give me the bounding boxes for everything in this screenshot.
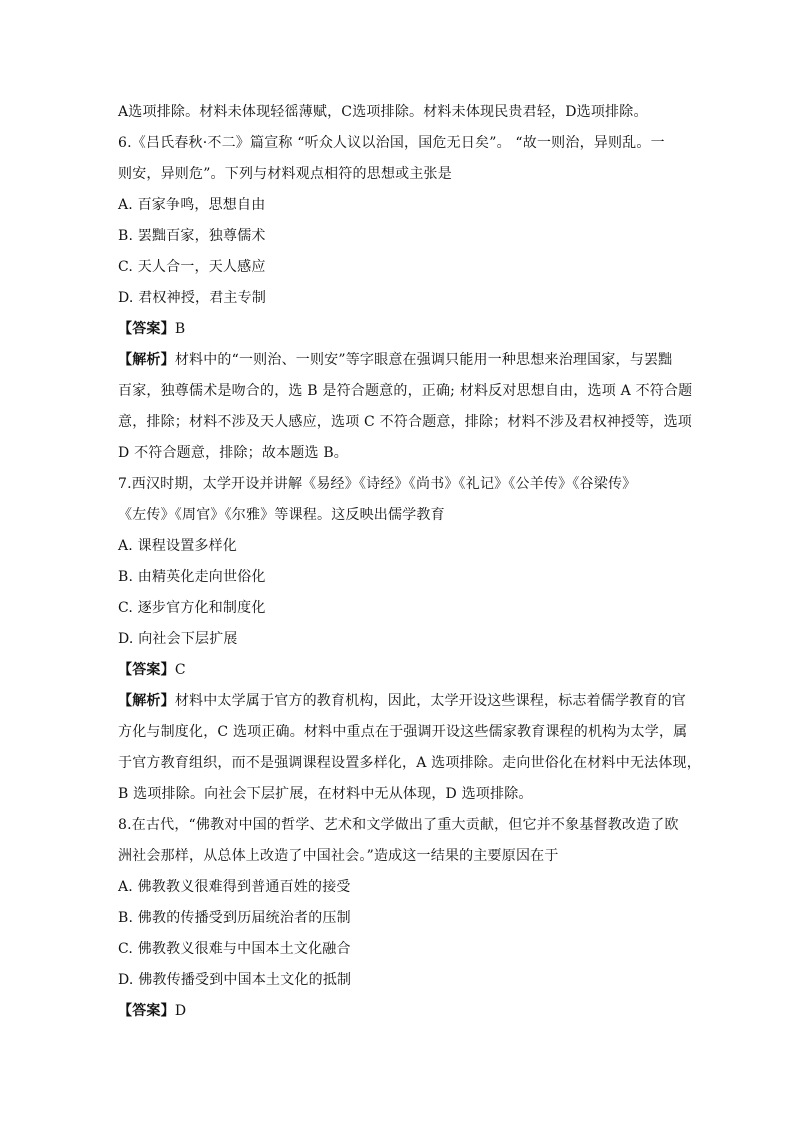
q6-stem-line-2: 则安，异则危”。下列与材料观点相符的思想或主张是 [118,166,452,182]
q6-analysis-line-4: D 不符合题意，排除；故本题选 B。 [118,445,349,461]
q7-analysis-tag: 【解析】 [118,693,175,709]
q6-option-c: C. 天人合一，天人感应 [118,259,266,275]
q7-answer-value: C [174,662,186,678]
q7-analysis-line-3: 于官方教育组织，而不是强调课程设置多样化，A 选项排除。走向世俗化在材料中无法体现， [118,755,701,771]
q7-analysis-line-1 [118,691,687,711]
q8-option-c: C. 佛教教义很难与中国本土文化融合 [118,941,351,957]
q6-answer-tag: 【答案】 [118,321,175,337]
q7-answer [118,660,678,680]
q6-stem-line-1: 6.《吕氏春秋·不二》篇宣称 “听众人议以治国，国危无日矣”。 “故一则治，异则乱。一 [118,135,665,151]
q6-option-a: A. 百家争鸣，思想自由 [118,197,266,213]
q8-option-d: D. 佛教传播受到中国本土文化的抵制 [118,972,352,988]
q7-option-d: D. 向社会下层扩展 [118,631,238,647]
q7-stem-line-2: 《左传》《周官》《尔雅》等课程。这反映出儒学教育 [118,507,445,523]
q6-answer [118,319,678,339]
q7-analysis-line-4: B 选项排除。向社会下层扩展，在材料中无从体现，D 选项排除。 [118,786,533,802]
q6-analysis-text-1: 材料中的“一则治、一则安”等字眼意在强调只能用一种思想来治理国家，与罢黜 [174,352,673,368]
q7-analysis-text-1: 材料中太学属于官方的教育机构，因此，太学开设这些课程，标志着儒学教育的官 [174,693,687,709]
q7-analysis-line-2: 方化与制度化，C 选项正确。材料中重点在于强调开设这些儒家教育课程的机构为太学，属 [118,724,688,740]
q8-option-b: B. 佛教的传播受到历届统治者的压制 [118,910,351,926]
q8-answer-value: D [174,1003,187,1019]
q8-answer [118,1001,678,1021]
q6-analysis-line-1 [118,350,678,370]
q7-option-b: B. 由精英化走向世俗化 [118,569,266,585]
q6-option-b: B. 罢黜百家，独尊儒术 [118,228,266,244]
q8-stem-line-1: 8.在古代，“佛教对中国的哲学、艺术和文学做出了重大贡献，但它并不象基督教改造了欧 [118,817,679,833]
q6-answer-value: B [174,321,186,337]
q6-option-d: D. 君权神授，君主专制 [118,290,267,306]
q8-stem-line-2: 洲社会那样，从总体上改造了中国社会。”造成这一结果的主要原因在于 [118,848,559,864]
q7-option-c: C. 逐步官方化和制度化 [118,600,266,616]
q5-analysis-tail: A选项排除。材料未体现轻徭薄赋，C选项排除。材料未体现民贵君轻，D选项排除。 [118,104,648,120]
q7-option-a: A. 课程设置多样化 [118,538,238,554]
q8-answer-tag: 【答案】 [118,1003,175,1019]
q8-option-a: A. 佛教教义很难得到普通百姓的接受 [118,879,351,895]
q6-analysis-tag: 【解析】 [118,352,175,368]
q7-stem-line-1: 7.西汉时期，太学开设并讲解《易经》《诗经》《尚书》《礼记》《公羊传》《谷梁传》 [118,476,637,492]
q6-analysis-line-2: 百家，独尊儒术是吻合的，选 B 是符合题意的，正确; 材料反对思想自由，选项 A 不符合题 [118,383,693,399]
q7-answer-tag: 【答案】 [118,662,175,678]
q6-analysis-line-3: 意，排除；材料不涉及天人感应，选项 C 不符合题意，排除；材料不涉及君权神授等，选项 [118,414,693,430]
